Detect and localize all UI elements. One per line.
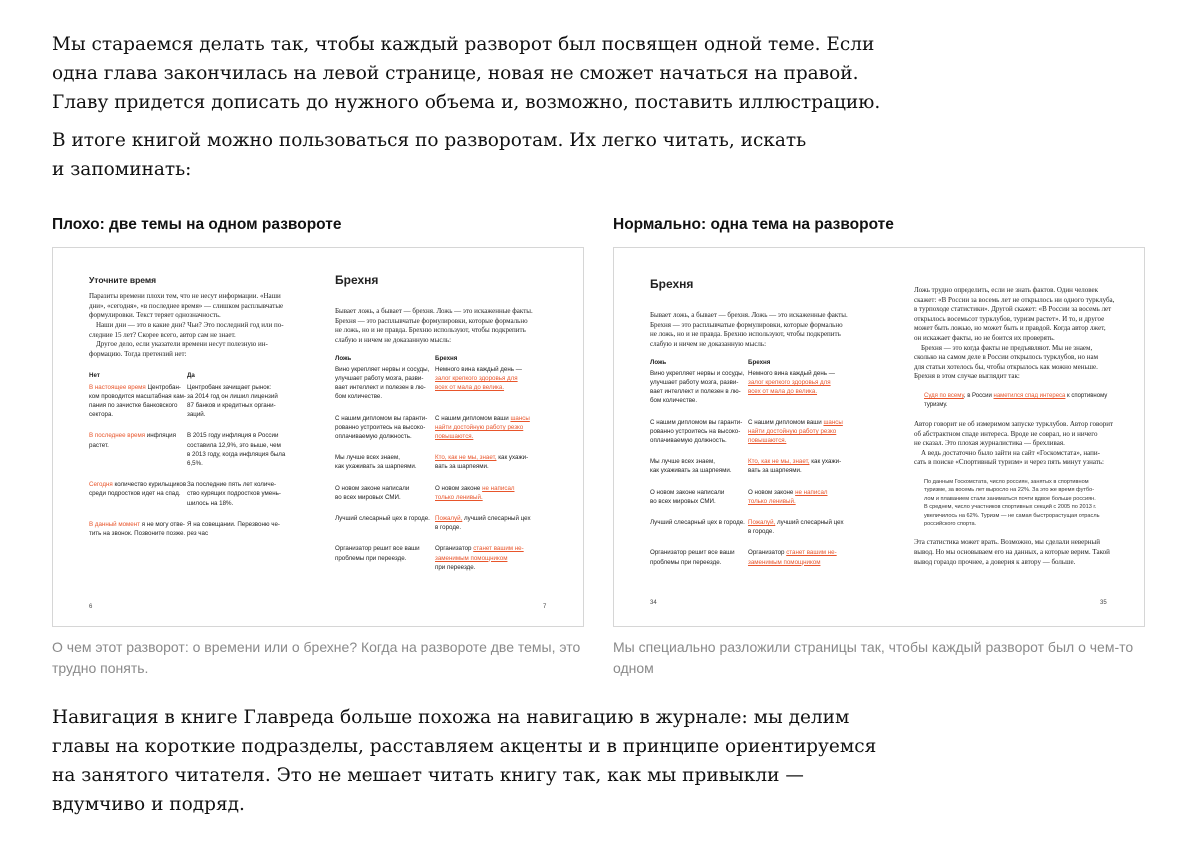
- column-header: Да: [187, 372, 195, 380]
- text-line: Навигация в книге Главреда больше похожа на навигацию в журнале: мы делим: [52, 707, 850, 728]
- table-row: [89, 480, 285, 520]
- bad-example-spread-image: [52, 247, 584, 627]
- text-line: Брехня в этом случае выглядит так:: [914, 372, 1020, 381]
- page-body-text: [335, 307, 550, 345]
- text-line: Ложь трудно определить, если не знать фактов. Один человек: [914, 286, 1099, 294]
- table-cell: [748, 418, 848, 458]
- page-title: Брехня: [335, 273, 379, 287]
- text-line: вает интеллект и полезен в лю-: [650, 388, 741, 396]
- text-line: шилось на 18%.: [187, 499, 234, 507]
- table-cell: [650, 488, 748, 518]
- page-number: 34: [650, 600, 657, 606]
- table-row: [89, 520, 285, 550]
- table-cell: [89, 480, 187, 520]
- spread-left-page: [650, 277, 860, 579]
- table-cell: [435, 514, 535, 544]
- highlighted-text: повышаются.: [435, 433, 474, 440]
- highlighted-text: залог крепкого здоровья для: [748, 378, 831, 386]
- caption-line: одном: [613, 660, 654, 676]
- intro-paragraph-2: [52, 126, 806, 184]
- text-line: Брехня — это расплывчатые формулировки, которые формально: [650, 320, 843, 329]
- text-line: Вино укрепляет нервы и сосуды,: [335, 365, 430, 373]
- table-cell: [748, 369, 848, 418]
- text-line: Паразиты времени плохи тем, что не несут информации. «Наши: [89, 292, 281, 301]
- table-cell: [748, 548, 848, 578]
- spread-left-page: [89, 276, 299, 550]
- text-line: одна глава закончилась на левой странице, новая не сможет начаться на правой.: [52, 63, 859, 84]
- table-cell: [748, 518, 848, 548]
- text-line: Я на совещании. Перезвоню че-: [187, 520, 280, 528]
- text-line: Вино укрепляет нервы и сосуды,: [650, 369, 745, 377]
- text-line: Центробанк зачищает рынок:: [187, 383, 272, 391]
- text-line: Брехня — это когда факты не предъявляют. Мы не знаем,: [914, 343, 1093, 352]
- text-line: рез час: [187, 530, 209, 537]
- good-example-spread-image: [613, 247, 1145, 627]
- highlighted-text: не написал: [795, 488, 828, 496]
- table-cell: [335, 514, 435, 544]
- text-line: рованно устроитесь на высоко-: [335, 423, 426, 431]
- text-line: улучшает работу мозга, разви-: [650, 378, 739, 386]
- text-fragment: как ухажи- вать за шарпеями.: [435, 454, 529, 471]
- text-line: Мы стараемся делать так, чтобы каждый разворот был посвящен одной теме. Если: [52, 34, 875, 55]
- text-line: В итоге книгой можно пользоваться по разворотам. Их легко читать, искать: [52, 130, 807, 151]
- text-line: вдумчиво и подряд.: [52, 794, 245, 815]
- table-row: [335, 453, 535, 483]
- text-fragment: я не могу отве-: [140, 520, 185, 528]
- column-header: Брехня: [748, 358, 771, 366]
- column-header: Ложь: [650, 358, 667, 366]
- text-line: Автор говорит не об измеримом запуске турклубов. Автор говорит: [914, 419, 1114, 428]
- table-row: [89, 383, 285, 432]
- text-line: за 2014 год он лишил лицензий: [187, 392, 278, 400]
- text-fragment: О новом законе: [748, 488, 796, 496]
- caption-line: трудно понять.: [52, 660, 149, 676]
- good-example-caption: [613, 637, 1153, 679]
- text-fragment: как ухажи- вать за шарпеями.: [748, 458, 842, 475]
- text-line: Немного вина каждый день —: [748, 369, 835, 377]
- text-line: российского спорта.: [924, 520, 977, 527]
- text-line: слабую и ничем не доказанную мысль:: [650, 339, 767, 348]
- outro-paragraph: [52, 703, 876, 819]
- highlighted-text: В данный момент: [89, 520, 140, 528]
- text-line: пания по зачистке банковского: [89, 401, 178, 409]
- text-line: он искажает факты, но не боится их проверять.: [914, 333, 1055, 342]
- page-title: Уточните время: [89, 275, 157, 285]
- text-line: формулировки. Текст теряет однозначность.: [89, 311, 221, 320]
- table-cell: [435, 414, 535, 454]
- statistics-quote-block: [924, 478, 1124, 528]
- highlighted-text: Кто, как не мы, знает,: [748, 458, 810, 466]
- text-line: увеличилось на 62%. Туризм — не самая быстрорастущая отрасль: [924, 512, 1100, 519]
- text-fragment: Организатор: [435, 545, 474, 553]
- highlighted-text: всех от мала до велика.: [748, 388, 818, 396]
- text-line: дни», «сегодня», «в последнее время» — слишком расплывчатые: [89, 301, 284, 310]
- text-line: Организатор решит все ваши: [650, 549, 735, 557]
- spread-right-page: [914, 286, 1124, 567]
- text-line: Бывает ложь, а бывает — брехня. Ложь — это искаженные факты.: [335, 307, 533, 316]
- text-line: вывод гораздо прочнее, а доверия к автору — больше.: [914, 557, 1076, 566]
- table-cell: [335, 414, 435, 454]
- table-cell: [650, 518, 748, 548]
- text-line: улучшает работу мозга, разви-: [335, 374, 424, 382]
- text-line: на занятого читателя. Это не мешает читать книгу так, как мы привыкли —: [52, 765, 804, 786]
- text-line: среди подростков идет на спад.: [89, 490, 181, 498]
- text-line: С нашим дипломом вы гаранти-: [335, 414, 428, 422]
- table-cell: [435, 365, 535, 414]
- highlighted-text: заменимым помощником: [748, 558, 821, 566]
- text-line: В 2015 году инфляция в России: [187, 432, 279, 440]
- text-line: скажет: «В России за восемь лет не открылось ни одного турклуба,: [914, 295, 1115, 304]
- text-line: Наши дни — это в какие дни? Чьи? Это последний год или по-: [89, 320, 284, 329]
- table-row: [89, 431, 285, 480]
- table-cell: [748, 488, 848, 518]
- text-line: ком проводится масштабная кам-: [89, 392, 186, 400]
- text-line: вывод. Но мы основываем его на данных, а которые верим. Такой: [914, 547, 1110, 556]
- highlighted-text: Пожалуй,: [748, 519, 776, 527]
- text-fragment: инфляция: [145, 432, 176, 440]
- table-row: [335, 484, 535, 514]
- text-line: может быть ложью, но может быть и правдой. Когда автор лжет,: [914, 324, 1106, 333]
- table-cell: [748, 457, 848, 487]
- text-line: Брехня — это расплывчатые формулировки, которые формально: [335, 316, 528, 325]
- highlighted-text: шансы: [823, 418, 843, 426]
- text-line: А ведь достаточно было зайти на сайт «Госкомстата», напи-: [914, 448, 1101, 457]
- table-cell: [335, 544, 435, 584]
- text-line: туризме, за восемь лет выросло на 22%. За это же время футбо-: [924, 487, 1095, 494]
- text-line: рованно устроитесь на высоко-: [650, 427, 741, 435]
- table-row: [650, 518, 848, 548]
- text-line: Эта статистика может врать. Возможно, мы сделали неверный: [914, 538, 1100, 547]
- text-fragment: лучший слесарный цех в городе.: [748, 519, 844, 536]
- caption-line: О чем этот разворот: о времени или о брехне? Когда на развороте две темы, это: [52, 639, 581, 655]
- highlighted-text: найти достойную работу резко: [435, 423, 524, 431]
- text-line: для статьи хотелось бы, чтобы открылось как можно меньше.: [914, 362, 1098, 371]
- text-line: как ухаживать за шарпеями.: [335, 463, 417, 471]
- page-body-text: [914, 420, 1124, 468]
- page-number: 35: [1100, 600, 1107, 606]
- table-cell: [187, 520, 285, 550]
- text-line: и запоминать:: [52, 159, 192, 180]
- table-row: [650, 548, 848, 578]
- page-body-text: [914, 286, 1124, 382]
- quote-block: [924, 392, 1124, 410]
- table-cell: [435, 453, 535, 483]
- text-line: Лучший слесарный цех в городе.: [650, 519, 745, 527]
- page-number: 6: [89, 604, 93, 610]
- text-line: Другое дело, если указатели времени несут полезную ин-: [89, 340, 268, 349]
- text-line: формацию. Тогда претензий нет:: [89, 349, 187, 358]
- page-body-text: [650, 311, 860, 349]
- table-cell: [650, 418, 748, 458]
- table-cell: [89, 431, 187, 480]
- text-line: составила 12,9%, это выше, чем: [187, 441, 281, 449]
- table-row: [335, 514, 535, 544]
- highlighted-text: не написал: [482, 484, 515, 492]
- text-line: не ложь, но и не правда. Брехню используют, чтобы подкрепить: [335, 326, 526, 335]
- highlighted-text: заменимым помощником: [435, 554, 508, 562]
- table-cell: [89, 383, 187, 432]
- text-line: следние 15 лет? Скорее всего, автор сам не знает.: [89, 330, 236, 339]
- page-number: 7: [543, 604, 547, 610]
- intro-paragraph-1: [52, 30, 880, 117]
- text-line: не сказал. Это плохая журналистика — брехливая.: [914, 439, 1065, 448]
- table-cell: [89, 520, 187, 550]
- good-example-heading: Нормально: одна тема на развороте: [613, 216, 894, 233]
- text-line: По данным Госкомстата, число россиян, занятых в спортивном: [924, 478, 1089, 485]
- text-line: заций.: [187, 411, 206, 419]
- page-body-text: [914, 538, 1124, 567]
- table-row: [650, 457, 848, 487]
- text-line: 87 банков и кредитных органи-: [187, 401, 276, 409]
- text-fragment: С нашим дипломом ваши: [748, 418, 824, 426]
- text-line: бом количестве.: [335, 393, 383, 401]
- text-line: Организатор решит все ваши: [335, 545, 420, 553]
- table-cell: [650, 548, 748, 578]
- text-line: в 2013 году, когда инфляция была: [187, 450, 286, 458]
- text-fragment: к спортивному: [1065, 392, 1108, 399]
- table-row: [335, 365, 535, 414]
- column-header: Нет: [89, 372, 100, 380]
- text-line: За последние пять лет количе-: [187, 481, 277, 489]
- text-fragment: С нашим дипломом ваши: [435, 414, 511, 422]
- highlighted-text: станет вашим не-: [786, 549, 837, 557]
- page-title: Брехня: [650, 277, 694, 291]
- comparison-table: [335, 354, 535, 584]
- spread-right-page: [335, 273, 550, 584]
- text-fragment: лучший слесарный цех в городе.: [435, 515, 531, 532]
- highlighted-text: всех от мала до велика.: [435, 384, 505, 392]
- text-line: вает интеллект и полезен в лю-: [335, 384, 426, 392]
- text-fragment: О новом законе: [435, 484, 483, 492]
- text-line: 6,5%.: [187, 459, 203, 467]
- highlighted-text: только ленивый.: [748, 497, 796, 505]
- table-cell: [335, 484, 435, 514]
- text-line: об абстрактном спаде интереса. Вроде не соврал, но и ничего: [914, 429, 1098, 438]
- bad-example-caption: [52, 637, 592, 679]
- text-line: растет.: [89, 441, 109, 449]
- text-line: В среднем, число участников спортивных секций с 2005 по 2013 г.: [924, 504, 1097, 511]
- highlighted-text: залог крепкого здоровья для: [435, 374, 518, 382]
- text-line: С нашим дипломом вы гаранти-: [650, 418, 743, 426]
- highlighted-text: найти достойную работу резко: [748, 427, 837, 435]
- text-line: Мы лучше всех знаем,: [335, 454, 400, 462]
- table-cell: [335, 453, 435, 483]
- highlighted-text: Судя по всему: [924, 392, 964, 399]
- highlighted-text: повышаются.: [748, 437, 787, 444]
- table-cell: [335, 365, 435, 414]
- column-header: Ложь: [335, 354, 352, 362]
- highlighted-text: Сегодня: [89, 481, 113, 489]
- table-cell: [650, 457, 748, 487]
- text-line: как ухаживать за шарпеями.: [650, 467, 732, 475]
- table-row: [335, 414, 535, 454]
- text-line: слабую и ничем не доказанную мысль:: [335, 335, 452, 344]
- text-line: сколько на самом деле в России открылось турклубов, но нам: [914, 353, 1099, 362]
- text-line: лом и плаванием стали заниматься почти вдвое больше россиян.: [924, 495, 1096, 502]
- text-line: сать в поиске «Спортивный туризм» и через пять минут узнать:: [914, 458, 1104, 467]
- text-line: О новом законе написали: [650, 488, 725, 496]
- text-line: Главу придется дописать до нужного объема и, возможно, поставить иллюстрацию.: [52, 92, 881, 113]
- highlighted-text: только ленивый.: [435, 493, 483, 501]
- highlighted-text: станет вашим не-: [473, 545, 524, 553]
- table-cell: [650, 369, 748, 418]
- text-fragment: количество курильщиков: [112, 481, 187, 489]
- bad-example-heading: Плохо: две темы на одном развороте: [52, 216, 342, 233]
- highlighted-text: Кто, как не мы, знает,: [435, 454, 497, 462]
- table-row: [650, 488, 848, 518]
- comparison-table: [650, 358, 848, 579]
- highlighted-text: Пожалуй,: [435, 515, 463, 523]
- highlighted-text: наметился спад интереса: [993, 392, 1066, 399]
- text-line: тить на звонок. Позвоните позже.: [89, 530, 186, 537]
- text-line: сектора.: [89, 411, 114, 419]
- text-line: О новом законе написали: [335, 484, 410, 492]
- table-row: [335, 544, 535, 584]
- page-body-text: [89, 292, 299, 359]
- text-fragment: Организатор: [748, 549, 787, 557]
- highlighted-text: В последнее время: [89, 432, 146, 440]
- text-line: бом количестве.: [650, 397, 698, 405]
- text-line: при переезде.: [435, 563, 476, 571]
- text-line: главы на короткие подразделы, расставляем акценты и в принципе ориентируемся: [52, 736, 877, 757]
- text-line: не ложь, но и не правда. Брехню используют, чтобы подкрепить: [650, 330, 841, 339]
- column-header: Брехня: [435, 354, 458, 362]
- table-cell: [187, 431, 285, 480]
- text-line: оплачиваемую должность.: [650, 437, 727, 444]
- table-row: [650, 369, 848, 418]
- text-line: проблемы при переезде.: [650, 558, 722, 566]
- text-fragment: , в России: [963, 392, 994, 399]
- caption-line: Мы специально разложили страницы так, чтобы каждый разворот был о чем-то: [613, 639, 1134, 655]
- text-line: Бывает ложь, а бывает — брехня. Ложь — это искаженные факты.: [650, 311, 848, 320]
- table-cell: [187, 480, 285, 520]
- table-cell: [187, 383, 285, 432]
- table-cell: [435, 484, 535, 514]
- text-line: Мы лучше всех знаем,: [650, 458, 715, 466]
- text-line: проблемы при переезде.: [335, 554, 407, 562]
- text-line: оплачиваемую должность.: [335, 433, 412, 440]
- text-line: в турпоходе статистики». Другой скажет: «В России за восемь лет: [914, 305, 1112, 314]
- highlighted-text: шансы: [510, 414, 530, 422]
- text-line: во всех мировых СМИ.: [335, 493, 401, 501]
- text-line: ство курящих подростков умень-: [187, 490, 281, 498]
- text-line: открылось восемьсот турклубов, туризм растет». И то, и другое: [914, 314, 1105, 323]
- table-cell: [435, 544, 535, 584]
- text-fragment: Центробан-: [145, 383, 181, 391]
- text-line: Немного вина каждый день —: [435, 365, 522, 373]
- highlighted-text: В настоящее время: [89, 383, 146, 391]
- text-line: во всех мировых СМИ.: [650, 497, 716, 505]
- text-line: туризму.: [924, 401, 948, 408]
- comparison-table: [89, 371, 285, 550]
- text-line: Лучший слесарный цех в городе.: [335, 515, 430, 523]
- table-row: [650, 418, 848, 458]
